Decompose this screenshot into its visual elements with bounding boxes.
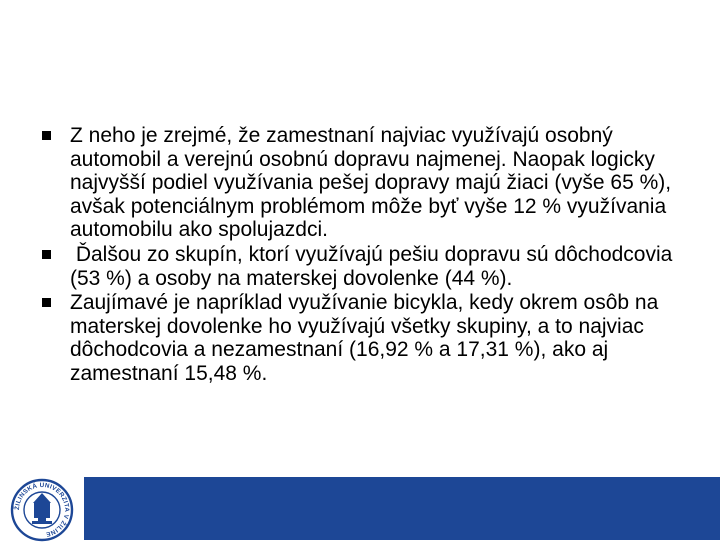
bullet-text: Zaujímavé je napríklad využívanie bicykla, kedy okrem osôb na materskej dovolenke ho využívajú všetky skupiny, a to najviac dôchodcovia a nezamestnaní (16,92 % a 17,31 %), ako aj zamestnaní 15,48 %.: [70, 291, 659, 385]
bullet-item: [40, 124, 700, 242]
bullet-text: Ďalšou zo skupín, ktorí využívajú pešiu dopravu sú dôchodcovia (53 %) a osoby na materskej dovolenke (44 %).: [70, 242, 673, 290]
bullet-item: [40, 243, 700, 290]
seal-text: ŽILINSKÁ UNIVERZITA V ŽILINE: [13, 481, 71, 538]
university-seal-icon: [10, 478, 74, 542]
bullet-list: [40, 124, 700, 386]
square-bullet-icon: [42, 298, 51, 307]
footer-band: [0, 477, 720, 540]
footer-bar: [84, 477, 720, 540]
square-bullet-icon: [42, 250, 51, 259]
bullet-item: [40, 291, 700, 385]
university-logo: [0, 477, 84, 540]
square-bullet-icon: [42, 131, 51, 140]
slide-body: [40, 124, 700, 387]
bullet-text: Z neho je zrejmé, že zamestnaní najviac využívajú osobný automobil a verejnú osobnú dopravu najmenej. Naopak logicky najvyšší podiel využívania pešej dopravy majú žiaci (vyše 65 %), avšak potenciálnym problémom môže byť vyše 12 % využívania automobilu ako spolujazdci.: [70, 124, 672, 242]
